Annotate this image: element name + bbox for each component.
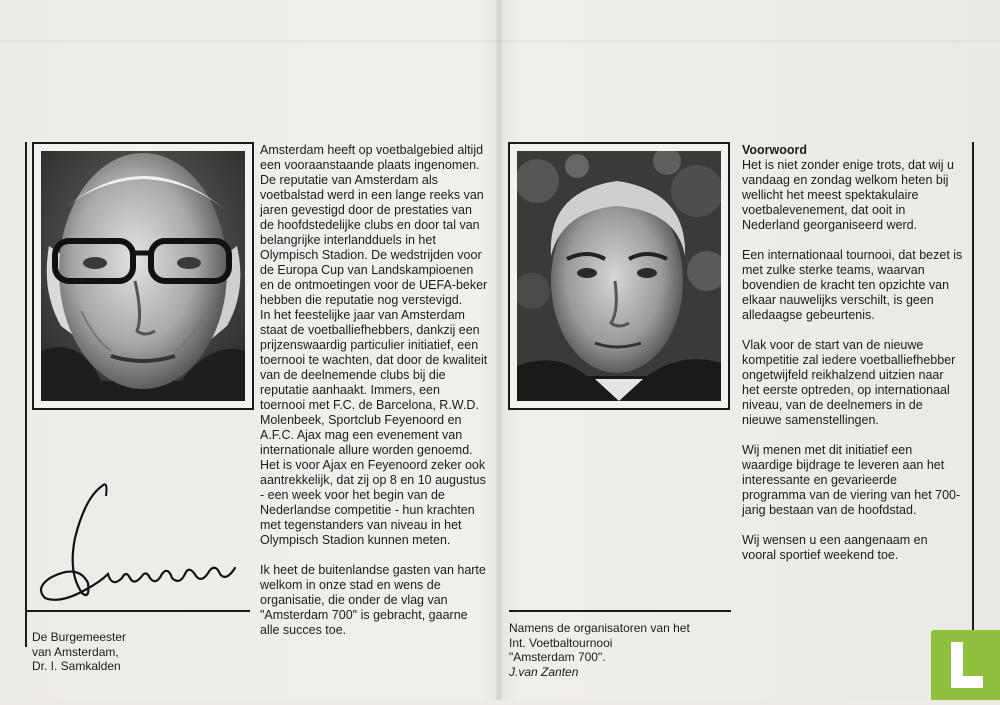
voorwoord-text <box>742 143 964 578</box>
caption-signature: J.van Zanten <box>509 664 579 679</box>
left-signature-rule <box>25 610 250 612</box>
body-paragraph: Een internationaal tournooi, dat bezet is met zulke sterke teams, waarvan bovendien de kracht ten opzichte van elkaar nauwelijks verschilt, is geen alledaagse gebeurtenis. <box>742 248 963 322</box>
mayor-letter-text <box>260 143 488 653</box>
mayor-photo-frame <box>32 142 254 410</box>
body-paragraph: Ik heet de buitenlandse gasten van harte welkom in onze stad en wens de organisatie, die onder de vlag van "Amsterdam 700" is gebracht, gaarne alle succes toe. <box>260 563 486 637</box>
mayor-portrait-photo <box>41 151 245 401</box>
organizer-portrait-photo <box>517 151 721 401</box>
caption-line: De Burgemeester <box>32 630 127 644</box>
right-margin-rule <box>972 142 974 632</box>
caption-line: "Amsterdam 700". <box>509 650 606 664</box>
left-margin-rule <box>25 142 27 647</box>
mayor-caption <box>32 630 126 674</box>
caption-line: Int. Voetbaltournooi <box>509 635 613 650</box>
body-paragraph: Wij menen met dit initiatief een waardige bijdrage te leveren aan het interessante en gevarieerde programma van de viering van het 700-jarig bestaan van de hoofdstad. <box>742 443 961 517</box>
caption-line: Dr. I. Samkalden <box>32 659 121 673</box>
body-paragraph: Vlak voor de start van de nieuwe kompetitie zal iedere voetballiefhebber ongetwijfeld reikhalzend uitzien naar het eerste optreden, op internationaal niveau, van de deelnemers in de nieuwe samenstellingen. <box>742 338 956 427</box>
caption-line: Namens de organisatoren van het <box>509 621 690 635</box>
right-signature-rule <box>509 610 731 612</box>
organizer-photo-frame <box>508 142 730 410</box>
body-paragraph: Amsterdam heeft op voetbalgebied altijd een vooraanstaande plaats ingenomen. De reputatie van Amsterdam als voetbalstad werd in een lange reeks van jaren gevestigd door de prestaties van de hoofdstedelijke clubs en door tal van belangrijke interlandduels in het Olympisch Stadion. De wedstrijden voor de Europa Cup van Landskampioenen en de ontmoetingen voor de UEFA-beker hebben die reputatie nog verstevigd. <box>260 143 488 307</box>
caption-line: van Amsterdam, <box>32 644 119 659</box>
site-logo <box>931 630 1000 700</box>
body-paragraph: Het is niet zonder enige trots, dat wij u vandaag en zondag welkom heten bij wellicht het meest spektakulaire voetbalevenement, dat ooit in Nederland georganiseerd werd. <box>742 158 954 232</box>
center-fold <box>496 0 502 700</box>
section-heading: Voorwoord <box>742 143 808 157</box>
organizer-caption <box>509 621 690 679</box>
body-paragraph: In het feestelijke jaar van Amsterdam staat de voetballiefhebbers, dankzij een prijzenswaardig particulier initiatief, een toernooi te wachten, dat door de kwaliteit van de deelnemende clubs bij die reputatie aanhaakt. Immers, een toernooi met F.C. de Barcelona, R.W.D. Molenbeek, Sportclub Feyenoord en A.F.C. Ajax mag een evenement van internationale allure worden genoemd. Het is voor Ajax en Feyenoord zeker ook aantrekkelijk, dat zij op 8 en 10 augustus - een week voor het begin van de Nederlandse competitie - hun krachten met tegenstanders van niveau in het Olympisch Stadion kunnen meten. <box>260 308 488 547</box>
mayor-signature <box>30 478 240 608</box>
body-paragraph: Wij wensen u een aangenaam en vooral sportief weekend toe. <box>742 533 928 562</box>
